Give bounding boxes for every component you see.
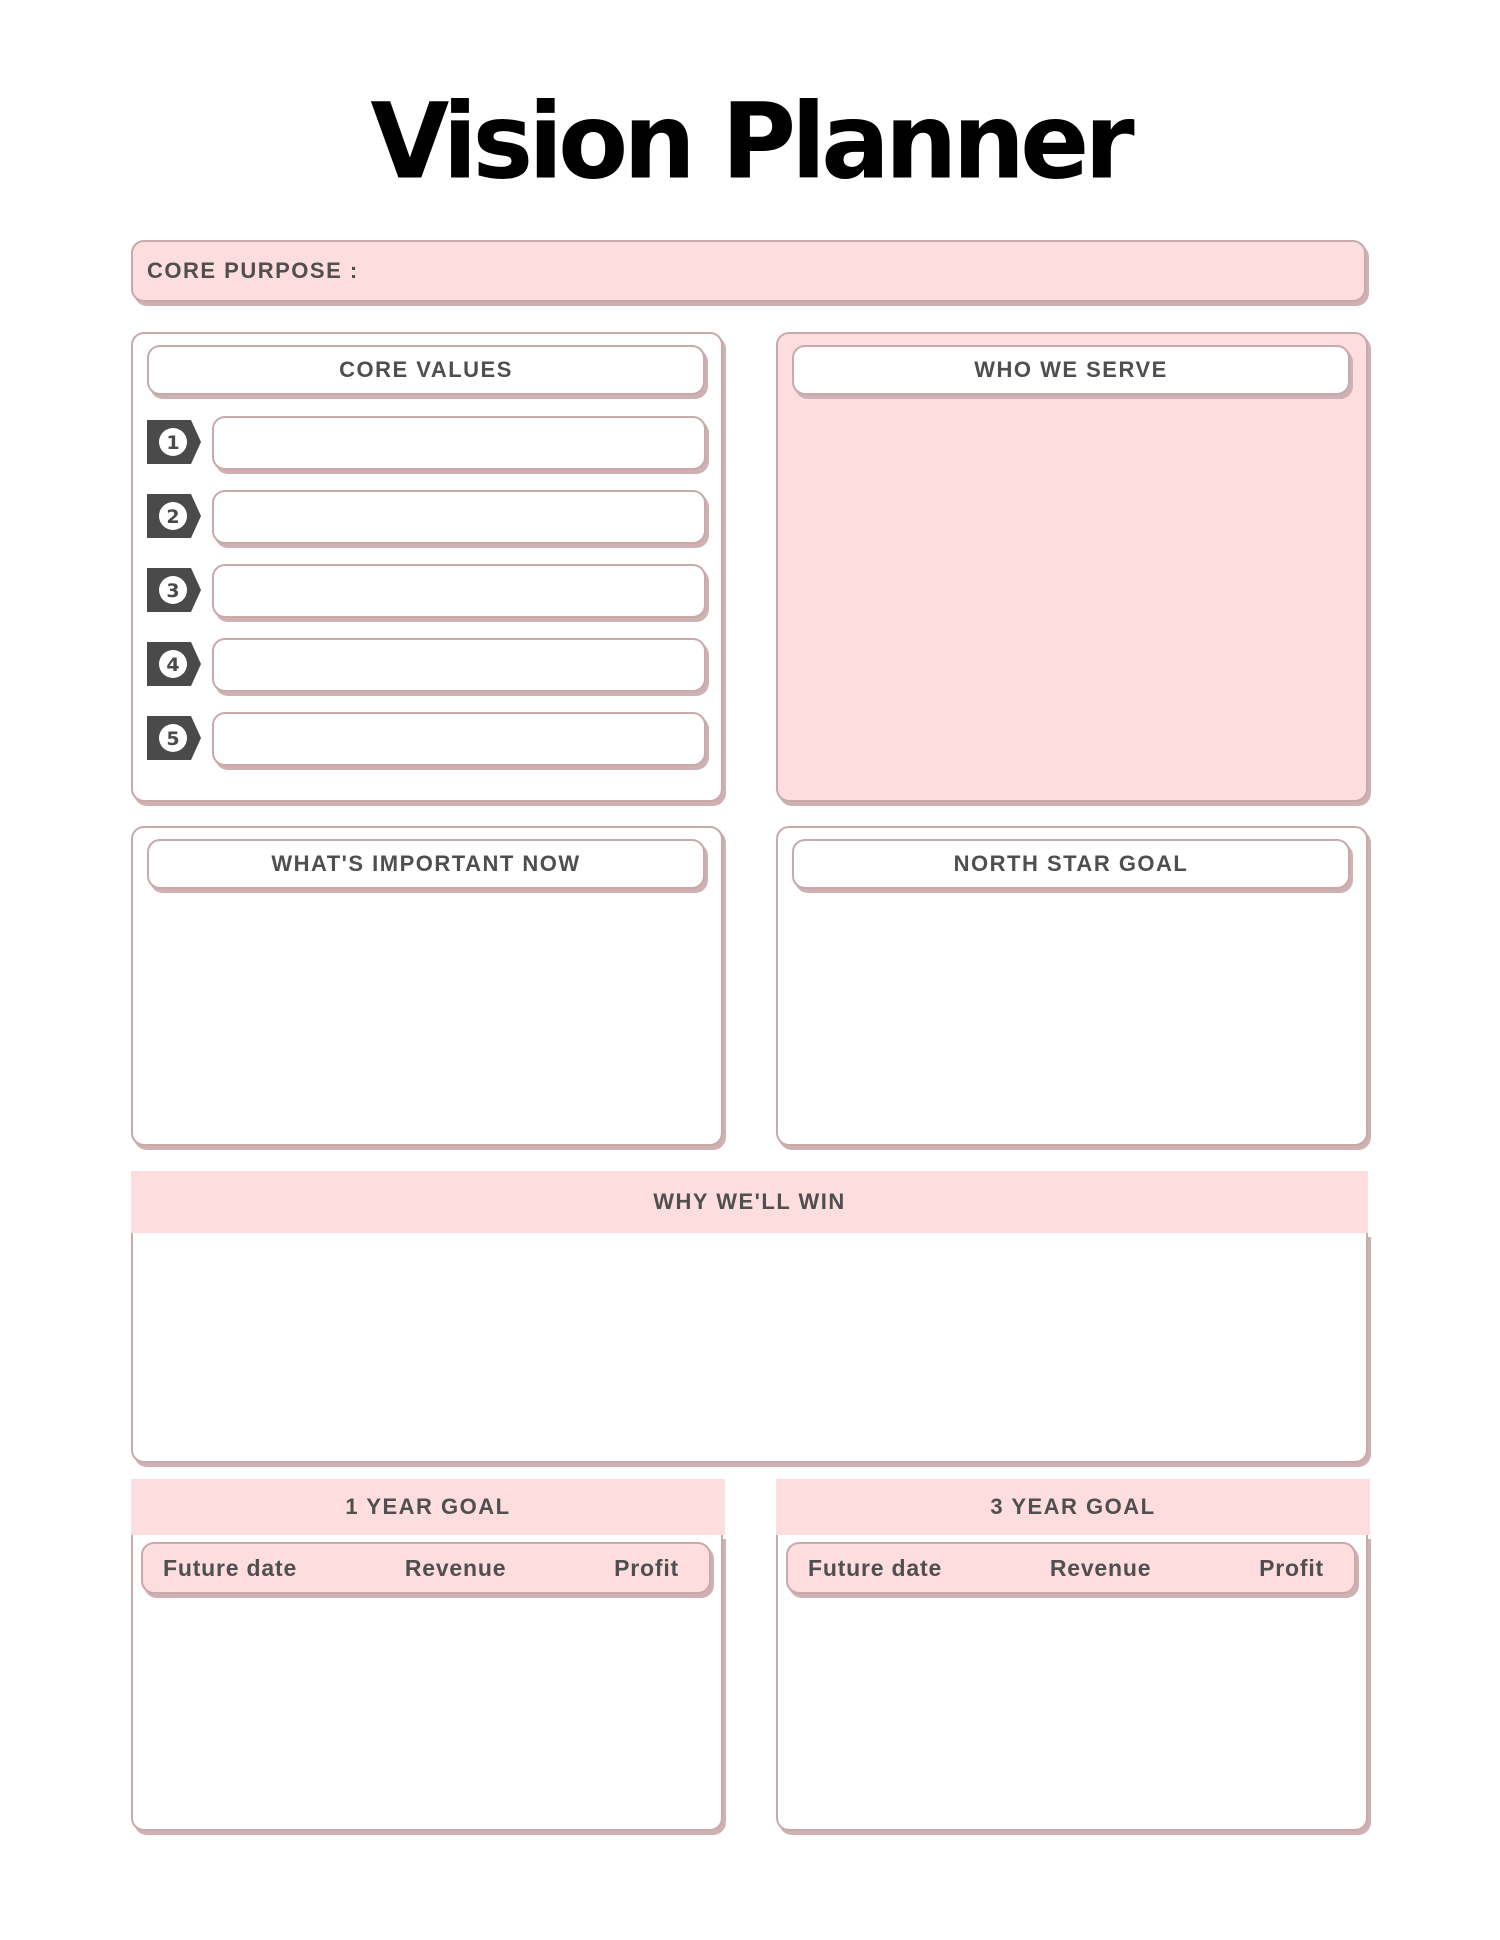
one-year-goal-header <box>131 1479 725 1535</box>
who-we-serve-card[interactable] <box>776 332 1368 802</box>
one-year-goal-metrics <box>141 1542 711 1594</box>
core-value-row-3 <box>147 568 201 617</box>
core-purpose-field[interactable] <box>131 240 1366 302</box>
badge-number: 4 <box>166 654 180 676</box>
core-value-row-2 <box>147 494 201 543</box>
number-badge-icon <box>147 568 201 612</box>
core-value-row-1 <box>147 420 201 469</box>
profit-label: Profit <box>1259 1554 1324 1581</box>
number-badge-icon <box>147 494 201 538</box>
core-value-input-5[interactable] <box>212 712 706 766</box>
three-year-goal-label: 3 YEAR GOAL <box>990 1494 1156 1519</box>
why-well-win-box[interactable] <box>131 1233 1368 1463</box>
revenue-label: Revenue <box>1049 1554 1152 1581</box>
badge-number: 3 <box>166 580 180 602</box>
whats-important-now-header <box>147 839 705 889</box>
page-title: Vision Planner <box>370 81 1130 204</box>
core-value-row-4 <box>147 642 201 691</box>
one-year-goal-label: 1 YEAR GOAL <box>345 1494 511 1519</box>
why-well-win-label: WHY WE'LL WIN <box>653 1189 846 1214</box>
number-badge-icon <box>147 716 201 760</box>
number-badge-icon <box>147 420 201 464</box>
core-value-input-2[interactable] <box>212 490 706 544</box>
why-well-win-header <box>131 1171 1368 1233</box>
three-year-goal-metrics <box>786 1542 1356 1594</box>
core-value-input-3[interactable] <box>212 564 706 618</box>
number-badge-icon <box>147 642 201 686</box>
who-we-serve-label: WHO WE SERVE <box>974 357 1168 382</box>
core-values-header <box>147 345 705 395</box>
core-value-input-1[interactable] <box>212 416 706 470</box>
core-value-input-4[interactable] <box>212 638 706 692</box>
core-purpose-label: CORE PURPOSE : <box>147 258 359 283</box>
future-date-label: Future date <box>163 1554 298 1581</box>
badge-number: 1 <box>166 432 180 454</box>
revenue-label: Revenue <box>404 1554 507 1581</box>
who-we-serve-header <box>792 345 1350 395</box>
future-date-label: Future date <box>808 1554 943 1581</box>
north-star-goal-header <box>792 839 1350 889</box>
core-values-label: CORE VALUES <box>339 357 513 382</box>
whats-important-now-label: WHAT'S IMPORTANT NOW <box>271 851 581 876</box>
north-star-goal-label: NORTH STAR GOAL <box>953 851 1189 876</box>
badge-number: 5 <box>166 728 180 750</box>
badge-number: 2 <box>166 506 180 528</box>
core-value-row-5 <box>147 716 201 765</box>
profit-label: Profit <box>614 1554 679 1581</box>
three-year-goal-header <box>776 1479 1370 1535</box>
